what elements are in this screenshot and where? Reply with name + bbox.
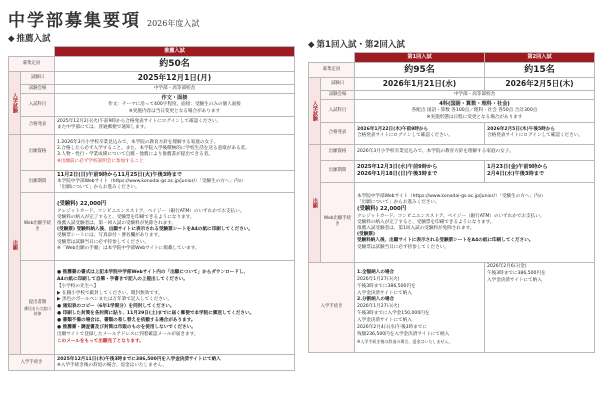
- general-table: [308, 52, 595, 353]
- result-label: 合格発表: [21, 116, 55, 134]
- diamond-icon: ◆: [308, 40, 315, 50]
- exam-date-value: 2025年12月1日(月): [55, 72, 295, 85]
- group-exam: 入学試験: [309, 78, 321, 145]
- diamond-icon: ◆: [8, 34, 15, 44]
- group-apply: 出願: [309, 144, 321, 262]
- result1-value: 2026年1月22日(木)午前9時から 合格発表サイトにログインして確認ください。: [355, 122, 485, 144]
- docs-value: ● 推薦書の書式は上記本学院中学部Webサイト内の「出願について」からダウンロードし、 A4の紙に印刷して自筆・手書きで記入の上提出してください。 【小学校の先生へ】 ▶ 在籍小学校で厳封してください。開封無効です。 ▶ 黒色のボールペンまたは万年筆で記入してください。 ● 通知表のコピー（6年1学期分）を同封してください。 ● 印刷した封筒を各封筒に貼り、11月29日(土)までに届く郵便で本学院に郵送してください。 ● 書類不備の場合は、書類の差し替えを依頼する場合があります。 ● 推薦書・調査書及び封筒は市販のものを使用しないでください。 出願サイトで登録したメールアドレスに到着確認メールが届きます。 このメールをもって出願完了となります。: [55, 261, 295, 355]
- quota-label: 募集定員: [309, 63, 355, 78]
- subjects-value: 作文・面接 作文：テーマに沿って400字程度、面接：受験生のみの個人面接 ※実施内容は当日変更となる場合があります: [55, 94, 295, 116]
- right-section-title: ◆ 第1回入試・第2回入試: [308, 40, 405, 50]
- group-apply: 出願: [9, 134, 21, 354]
- page-title-year: 2026年度入試: [147, 19, 200, 28]
- result2-value: 2026年2月5日(木)午後5時から 合格発表サイトにログインして確認ください。: [485, 122, 595, 144]
- eligibility-value: 1.2026年3月小学校卒業見込みで、本学院の教育方針を理解する家庭の女子。 2.合格したら必ず入学すること。また、本学院入学後積極的に学校生活を送る意欲がある者。 3.人物・性行・学業成績について自薦・他薦により推薦書が提出できる者。 ※出願前に必ず学校説明会に参加すること: [55, 134, 295, 170]
- period-label: 出願期間: [321, 160, 355, 182]
- subjects-label: 入試科目: [321, 100, 355, 122]
- subjects-label: 入試科目: [21, 94, 55, 116]
- quota1-value: 約95名: [355, 63, 485, 78]
- quota2-value: 約15名: [485, 63, 595, 78]
- recommend-table: [8, 46, 295, 371]
- web-label: Web出願手続き: [21, 193, 55, 261]
- page-title-main: 中学部募集要項: [8, 11, 141, 31]
- result-label: 合格発表: [321, 122, 355, 144]
- col-header-round2: 第2回入試: [485, 53, 595, 63]
- period-value: 11月2日(日)午前9時から11月25日(火)午後3時まで 本学院中学部Webサイト（https://www.konodai-gs.ac.jp/junior/）「受験生の方へ」内の 「出願について」からお進みください。: [55, 170, 295, 192]
- col-header-recommend: 推薦入試: [55, 47, 295, 57]
- docs-label: 提出書類 郵送または窓口持参: [21, 261, 55, 355]
- exam-date-label: 試験日: [321, 78, 355, 91]
- venue-label: 試験会場: [21, 85, 55, 94]
- web-label: Web出願手続き: [321, 182, 355, 262]
- period1-value: 2025年12月3日(水)午前9時から 2026年1月18日(日)午後3時まで: [355, 160, 485, 182]
- venue-value: 中学部・高等部校舎: [55, 85, 295, 94]
- col-header-round1: 第1回入試: [355, 53, 485, 63]
- venue-value: 中学部・高等部校舎: [355, 91, 595, 100]
- eligibility-label: 出願資格: [321, 144, 355, 160]
- exam-date-label: 試験日: [21, 72, 55, 85]
- venue-label: 試験会場: [321, 91, 355, 100]
- eligibility-value: 2026年3月小学校卒業見込みで、本学院の教育方針を理解する家庭の女子。: [355, 144, 595, 160]
- procedure-value: 2025年12月11日(木)午後3時までに386,500円を入学金決済サイトにて納入 ※入学手続き後の辞退の場合、返金はいたしません。: [55, 355, 295, 371]
- subjects-value: 4科(国語・算数・理科・社会) 各配点 国語・算数 各100点／理科・社会 各50点 合計300点 ※実施形態は日程に変更となる場合があります: [355, 100, 595, 122]
- quota-label: 募集定員: [9, 57, 55, 72]
- procedure-label: 入学手続き: [309, 262, 355, 352]
- result-value: 2025年12月2日(火)午前9時から合格発表サイトにログインして確認ください。 また中学部にては、普通郵便で通知します。: [55, 116, 295, 134]
- group-exam: 入学試験: [9, 72, 21, 135]
- eligibility-label: 出願資格: [21, 134, 55, 170]
- proc2-value: 2026年2月6日(金) 午後3時までに386,500円を 入学金決済サイトにて納入: [485, 262, 595, 352]
- date2-value: 2026年2月5日(木): [485, 78, 595, 91]
- period2-value: 1月23日(金)午前9時から 2月4日(水)午後3時まで: [485, 160, 595, 182]
- page-title: [8, 6, 200, 31]
- quota-value: 約50名: [55, 57, 295, 72]
- date1-value: 2026年1月21日(水): [355, 78, 485, 91]
- period-label: 出願期間: [21, 170, 55, 192]
- left-section-title: ◆ 推薦入試: [8, 34, 51, 44]
- web-value: (受験料) 22,000円 クレジットカード、コンビニエンスストア、ペイジー（銀行ATM）のいずれかでお支払い。 受験料の納入が完了すると、受験票を印刷できるようになります。 推薦入試受験者は、第一回入試の受験料が免除されます。 (受験票) 受験料納入後、出願サイトに表示される受験票シートをA4の紙に印刷してください。 受験票シートには、写真添付・署名欄があります。 受験票は試験当日に必ず持参してください。 ※「Web出願の手順」は本学院中学部Webサイトに掲載しています。: [55, 193, 295, 261]
- proc1-value: 1.全額納入の場合 2026年1月27日(火) 午後3時までに386,500円を 入学金決済サイトにて納入 2.分割納入の場合 2026年1月27日(火) 午後3時までに入学金150,000円を 入学金決済サイトにて納入 2026年2月4日(水)午後3時までに 残額236,500円を入学金決済サイトにて納入 ※入学手続き後の辞退の場合、返金はいたしません。: [355, 262, 485, 352]
- procedure-label: 入学手続き: [9, 355, 55, 371]
- web-value: 本学院中学部Webサイト（https://www.konodai-gs.ac.jp/junior/）「受験生の方へ」内の 「出願について」からお進みください。 (受験料) 22,000円 クレジットカード、コンビニエンスストア、ペイジー（銀行ATM）のいずれかでお支払い。 受験料の納入が完了すると、受験票を印刷できるようになります。 推薦入試受験者は、第1回入試の受験料が免除されます。 (受験票) 受験料納入後、出願サイトに表示される受験票シートをA4の紙に印刷してください。 受験票は試験当日に必ず持参してください。: [355, 182, 595, 262]
